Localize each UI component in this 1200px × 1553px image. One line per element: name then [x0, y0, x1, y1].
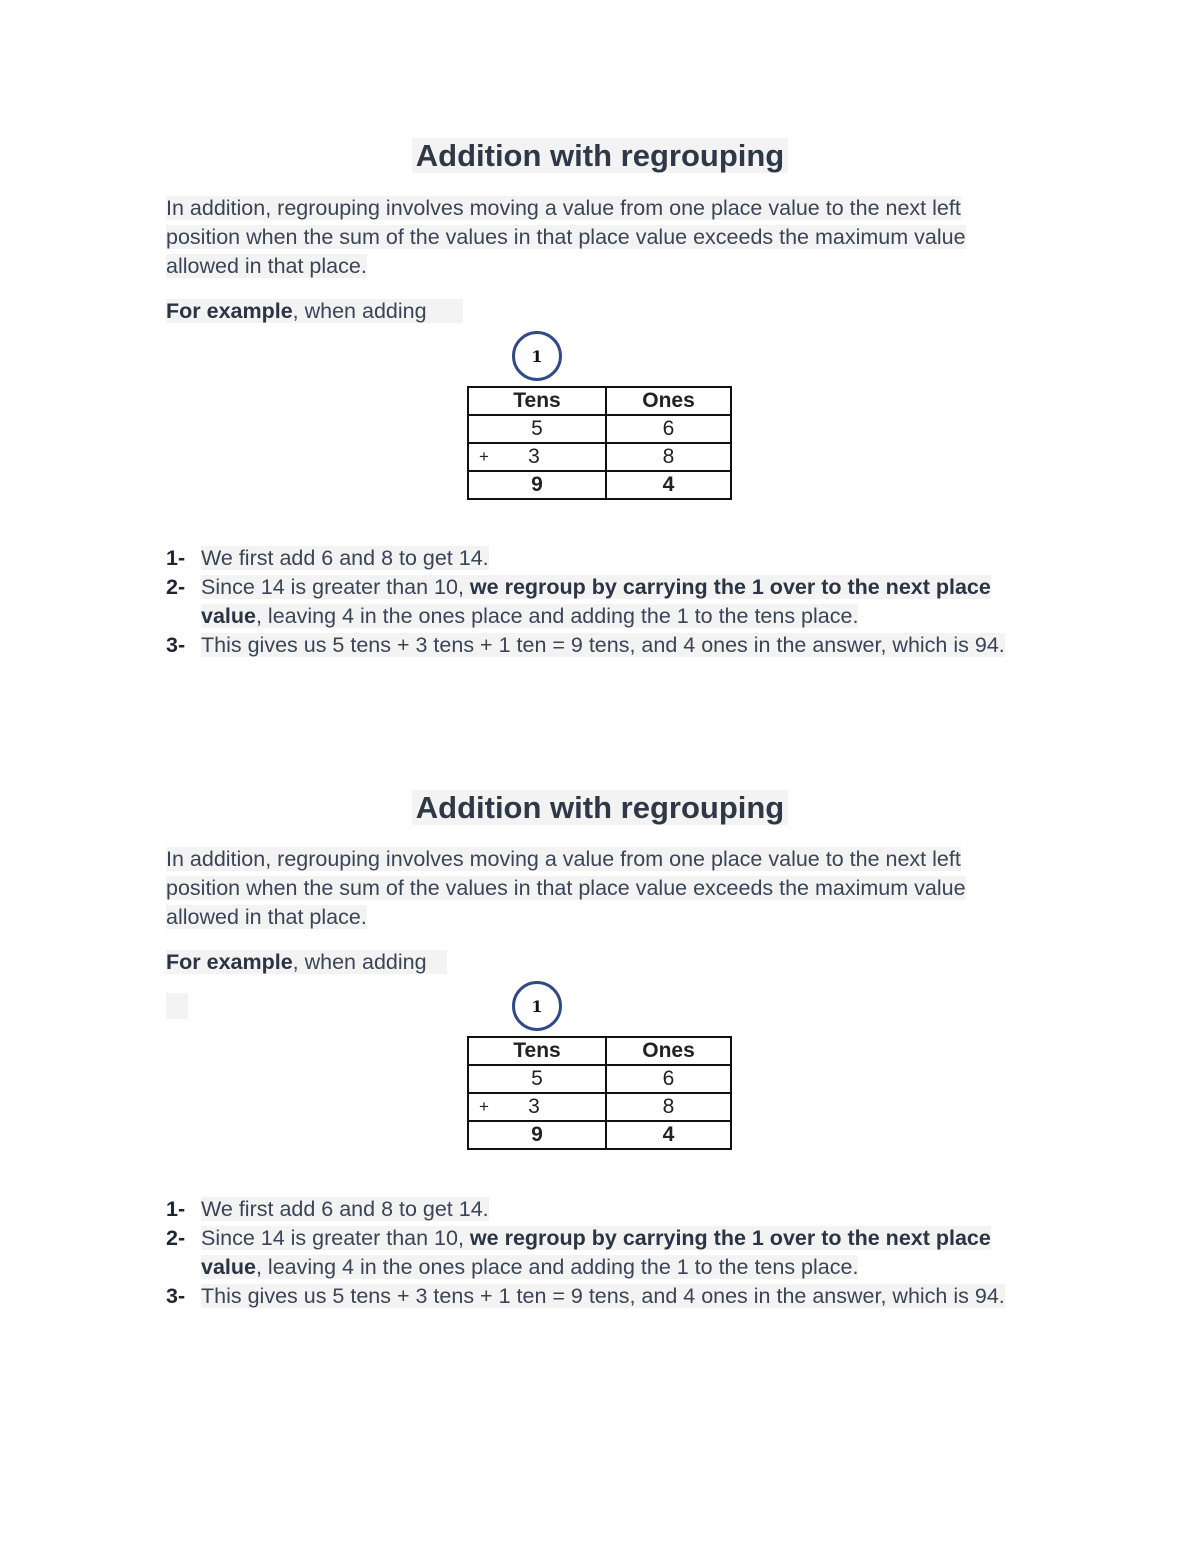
section-2-title: Addition with regrouping: [0, 790, 1200, 826]
blank-highlight: [166, 993, 188, 1019]
step-3: 3- This gives us 5 tens + 3 tens + 1 ten = 9 tens, and 4 ones in the answer, which is 94.: [166, 633, 1005, 657]
tens-sum: 9: [468, 1121, 606, 1149]
place-value-table: [467, 386, 732, 500]
ones-sum: 4: [606, 471, 731, 499]
ones-addend-2: 8: [606, 443, 731, 471]
step-1: 1- We first add 6 and 8 to get 14.: [166, 546, 489, 570]
plus-sign: +: [479, 1097, 489, 1116]
tens-addend-1: 5: [468, 415, 606, 443]
section-2-intro: In addition, regrouping involves moving a value from one place value to the next left position when the sum of the values in that place value exceeds the maximum value allowed in that place.: [166, 847, 966, 929]
step-1: 1- We first add 6 and 8 to get 14.: [166, 1197, 489, 1221]
carry-circle: 1: [512, 981, 562, 1031]
section-2-example-line: For example, when adding: [166, 948, 447, 977]
tens-header: Tens: [468, 1037, 606, 1065]
section-1-intro: In addition, regrouping involves moving a value from one place value to the next left position when the sum of the values in that place value exceeds the maximum value allowed in that place.: [166, 196, 966, 278]
tens-header: Tens: [468, 387, 606, 415]
ones-header: Ones: [606, 1037, 731, 1065]
tens-addend-2: + 3: [468, 1093, 606, 1121]
place-value-table: [467, 1036, 732, 1150]
ones-addend-2: 8: [606, 1093, 731, 1121]
tens-sum: 9: [468, 471, 606, 499]
step-2: 2- Since 14 is greater than 10, we regroup by carrying the 1 over to the next place value, leaving 4 in the ones place and adding the 1 to the tens place.: [166, 1226, 991, 1279]
step-2: 2- Since 14 is greater than 10, we regroup by carrying the 1 over to the next place value, leaving 4 in the ones place and adding the 1 to the tens place.: [166, 575, 991, 628]
ones-header: Ones: [606, 387, 731, 415]
ones-sum: 4: [606, 1121, 731, 1149]
step-3: 3- This gives us 5 tens + 3 tens + 1 ten = 9 tens, and 4 ones in the answer, which is 94.: [166, 1284, 1005, 1308]
section-1-title: Addition with regrouping: [0, 138, 1200, 174]
ones-addend-1: 6: [606, 415, 731, 443]
carry-circle: 1: [512, 331, 562, 381]
section-1-example-line: For example, when adding: [166, 297, 463, 326]
tens-addend-1: 5: [468, 1065, 606, 1093]
ones-addend-1: 6: [606, 1065, 731, 1093]
section-2-steps: [166, 1195, 1036, 1311]
section-1-steps: [166, 544, 1036, 660]
plus-sign: +: [479, 447, 489, 466]
tens-addend-2: + 3: [468, 443, 606, 471]
